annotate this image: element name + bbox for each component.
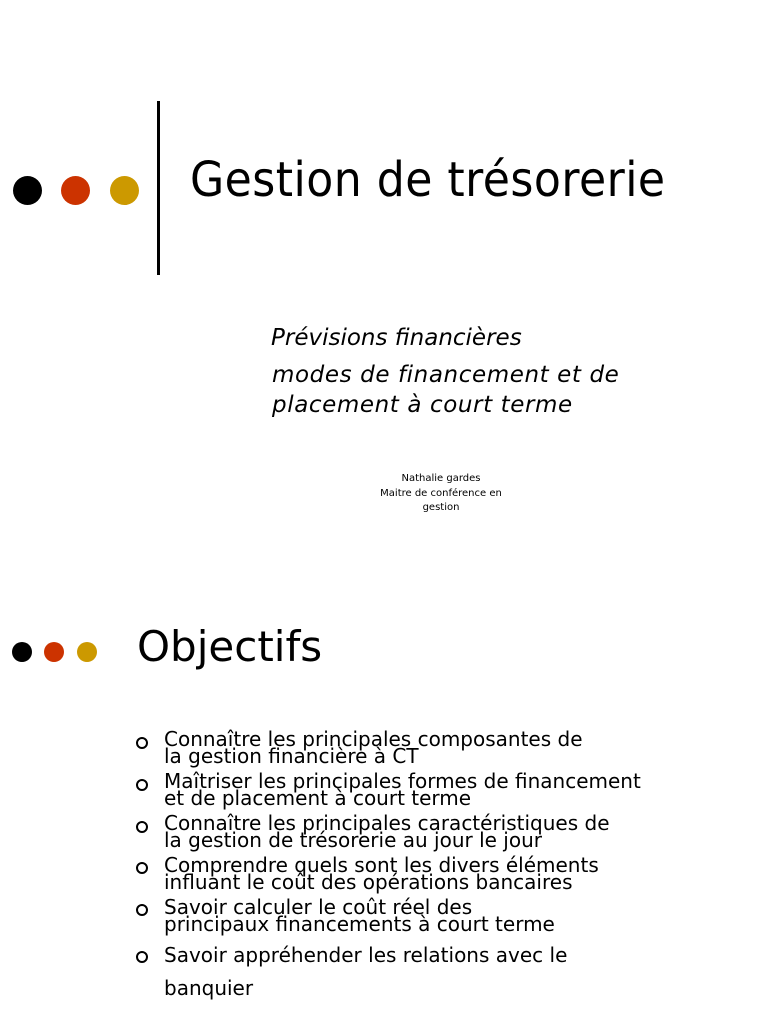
list-item-line-2: influant le coût des opérations bancaires bbox=[164, 870, 573, 894]
gold-dot-icon bbox=[110, 176, 139, 205]
subtitle-modes-line-1: modes de financement et de bbox=[272, 362, 620, 388]
subtitle-previsions: Prévisions financières bbox=[271, 325, 522, 351]
circle-bullet-icon bbox=[136, 904, 148, 916]
list-item-line-2: et de placement à court terme bbox=[164, 786, 472, 810]
slide-1-title: Gestion de trésorerie bbox=[190, 152, 666, 208]
title-divider bbox=[157, 101, 160, 275]
red-dot-icon bbox=[61, 176, 90, 205]
list-item-line-1: Maîtriser les principales formes de financement bbox=[164, 769, 641, 793]
list-item-line-1: Connaître les principales caractéristiques de bbox=[164, 811, 610, 835]
black-dot-icon bbox=[12, 642, 32, 662]
red-dot-icon bbox=[44, 642, 64, 662]
list-item-line-1: Savoir appréhender les relations avec le bbox=[164, 943, 568, 967]
circle-bullet-icon bbox=[136, 862, 148, 874]
author-role-line-2: gestion bbox=[422, 502, 460, 513]
circle-bullet-icon bbox=[136, 779, 148, 791]
list-item-line-1: Connaître les principales composantes de bbox=[164, 727, 583, 751]
list-item-line-2: la gestion financière à CT bbox=[164, 744, 419, 768]
author-role-line-1: Maitre de conférence en bbox=[380, 488, 502, 499]
circle-bullet-icon bbox=[136, 737, 148, 749]
circle-bullet-icon bbox=[136, 951, 148, 963]
list-item-line-2: la gestion de trésorerie au jour le jour bbox=[164, 828, 542, 852]
list-item-line-1: Comprendre quels sont les divers éléments bbox=[164, 853, 599, 877]
subtitle-modes-line-2: placement à court terme bbox=[272, 392, 573, 418]
gold-dot-icon bbox=[77, 642, 97, 662]
list-item-line-2: principaux financements à court terme bbox=[164, 912, 555, 936]
slide-2-title: Objectifs bbox=[137, 622, 323, 671]
circle-bullet-icon bbox=[136, 821, 148, 833]
list-item-line-2: banquier bbox=[164, 976, 254, 1000]
list-item-line-1: Savoir calculer le coût réel des bbox=[164, 895, 473, 919]
subtitle-modes bbox=[272, 360, 619, 420]
author-name: Nathalie gardes bbox=[401, 473, 481, 484]
black-dot-icon bbox=[13, 176, 42, 205]
